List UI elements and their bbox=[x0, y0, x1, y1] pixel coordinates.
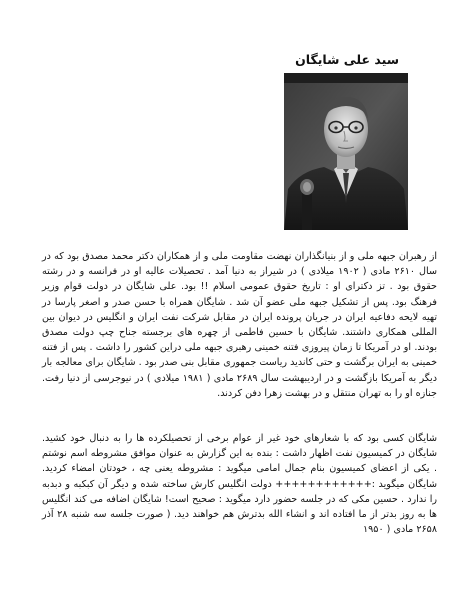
portrait-photo bbox=[284, 73, 408, 230]
paragraph-oil-commission: شایگان کسی بود که با شعارهای خود غیر از عوام برخی از تحصیلکرده ها را به دنبال خود کشید. شایگان در کمیسیون نفت اظهار داشت : بنده به این گزارش به عنوان موافق مشروطه اسم نوشتم . یکی از اعضای کمیسیون بنام جمال امامی میگوید : مشروطه یعنی چه ، خودتان امضاء کردید. شایگان میگوید :++++++++++++ دولت انگلیس کارش ساخته شده و دیگر آن کبکبه و دبدبه را ندارد . حسین مکی که در جلسه حضور دارد میگوید : صحیح است! شایگان اضافه می کند انگلیس ها به روز بدتر از ما افتاده اند و انشاء الله بدترش هم خواهند دید. ( صورت جلسه سه شنبه ۲۸ آذر ۲۶۵۸ مادی ( ۱۹۵۰ bbox=[42, 433, 437, 536]
page-title: سید علی شایگان bbox=[295, 52, 399, 67]
paragraph-biography: از رهبران جبهه ملی و از بنیانگذاران نهضت مقاومت ملی و از همکاران دکتر محمد مصدق بود که در سال ۲۶۱۰ مادی ( ۱۹۰۲ میلادی ) در شیراز به دنیا آمد . تحصیلات عالیه او در فرانسه و در رشته حقوق بود . تز دکترای او : تاریخ حقوق عمومی اسلام !! بود. علی شایگان در دولت قوام وزیر فرهنگ بود. پس از تشکیل جبهه ملی عضو آن شد . شایگان همراه با حسن صدر و اصغر پارسا در تهیه لایحه دفاعیه ایران در جریان پرونده ایران در مقابل شرکت نفت ایران و انگلیس در دیوان بین المللی همکاری داشتند. شایگان با حسین فاطمی از چهره های برجسته جناح چپ دولت مصدق بودند. او در آمریکا تا زمان پیروزی فتنه خمینی رهبری جبهه ملی دراین کشور را داشت . پس از فتنه خمینی به ایران برگشت و حتی کاندید ریاست جمهوری مقابل بنی صدر بود . شایگان برای معالجه بار دیگر به آمریکا بازگشت و در اردیبهشت سال ۲۶۸۹ مادی ( ۱۹۸۱ میلادی ) در نیوجرسی از دنیا رفت. جنازه او را به تهران منتقل و در بهشت زهرا دفن کردند. bbox=[42, 251, 437, 399]
